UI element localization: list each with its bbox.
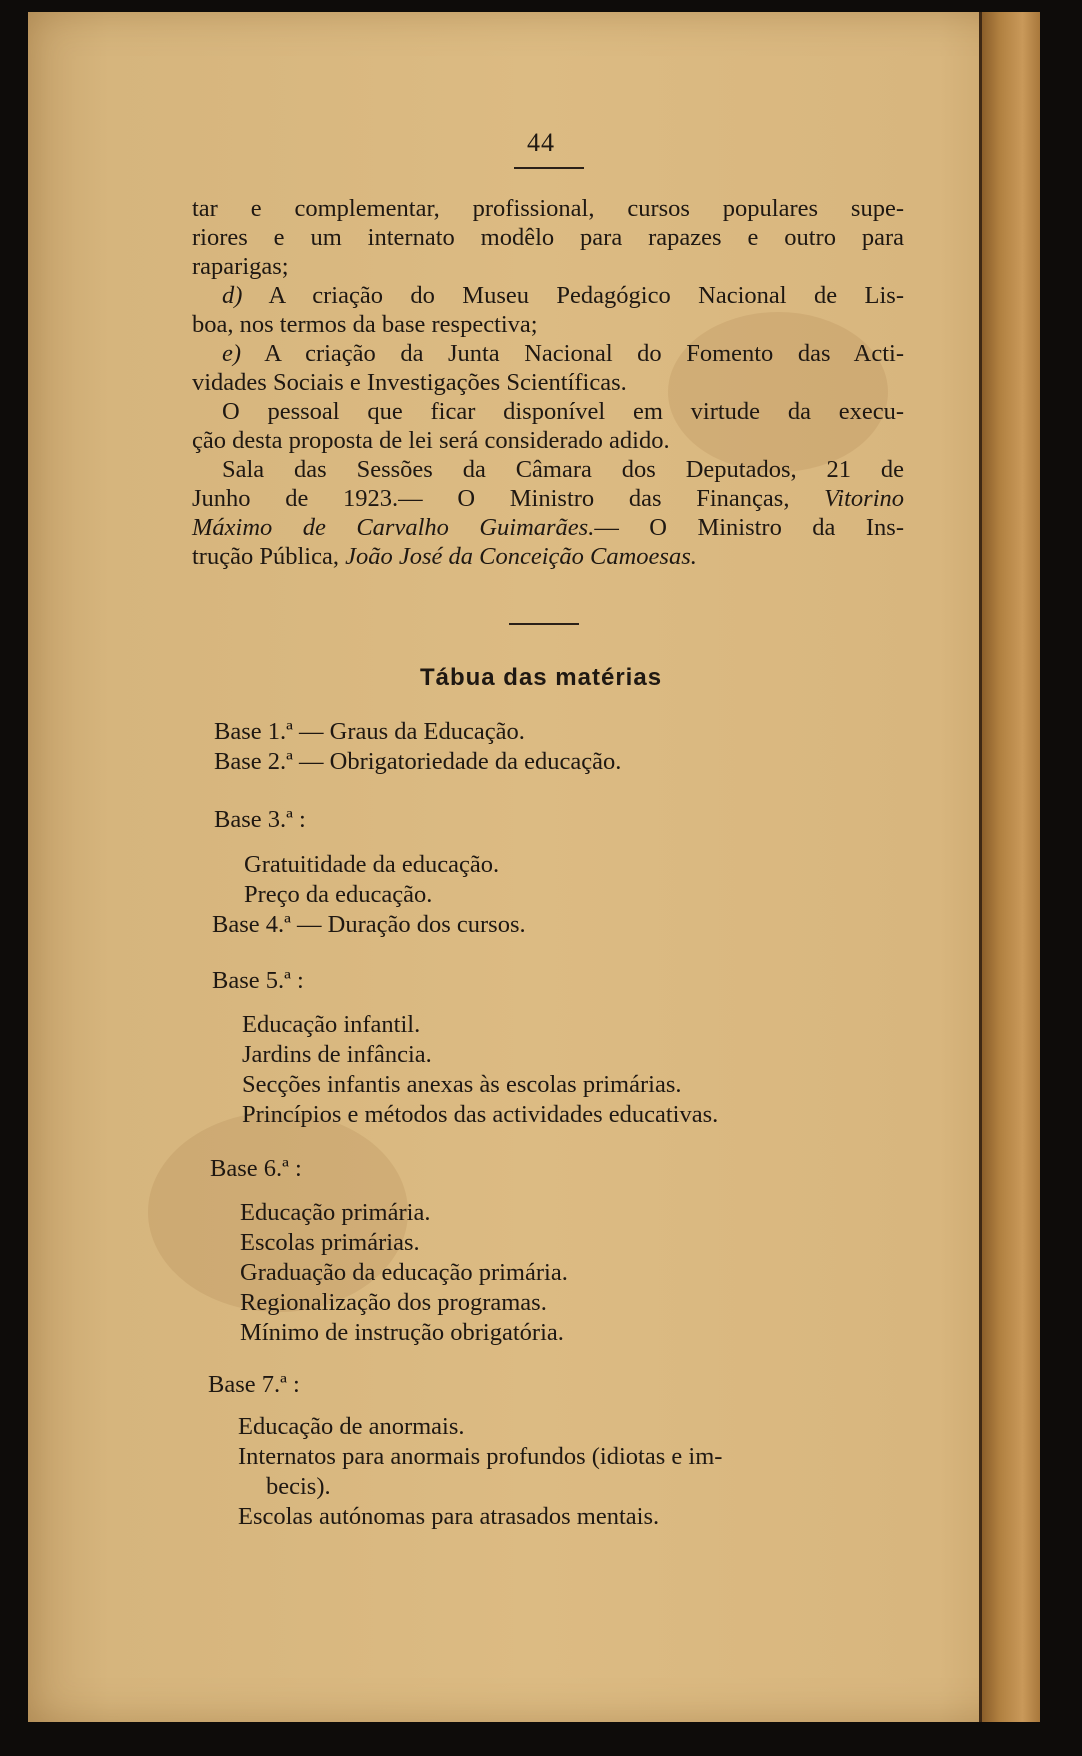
paragraph-e [192, 339, 904, 397]
page-edge [979, 12, 1040, 1722]
text-line: boa, nos termos da base respectiva; [192, 311, 538, 338]
toc-subentry: Escolas primárias. [240, 1229, 420, 1256]
text-line [192, 339, 904, 368]
text-line [192, 484, 904, 513]
text-line: riores e um internato modêlo para rapazes e outro para [192, 224, 904, 251]
toc-entry: Base 7.ª : [208, 1371, 300, 1398]
minister-name: João José da Conceição Camoesas. [345, 543, 697, 570]
toc-subentry: Internatos para anormais profundos (idiotas e im- [238, 1443, 723, 1470]
signature-block [192, 455, 904, 571]
toc-subentry: Escolas autónomas para atrasados mentais. [238, 1503, 660, 1530]
toc-subentry: becis). [266, 1473, 331, 1500]
text-line [192, 542, 904, 571]
toc-subentry: Educação infantil. [242, 1011, 421, 1038]
text-line [192, 513, 904, 542]
text-line [192, 281, 904, 310]
minister-name: Máximo de Carvalho Guimarães. [192, 514, 595, 541]
text-line: ção desta proposta de lei será considerado adido. [192, 427, 670, 454]
text-fragment: trução Pública, [192, 543, 339, 570]
toc-subentry: Jardins de infância. [242, 1041, 432, 1068]
text-line: raparigas; [192, 253, 289, 280]
item-label: e) [222, 340, 242, 367]
toc-title: Tábua das matérias [419, 664, 663, 691]
toc-entry: Base 2.ª — Obrigatoriedade da educação. [214, 748, 622, 775]
toc-subentry: Graduação da educação primária. [240, 1259, 568, 1286]
toc-subentry: Mínimo de instrução obrigatória. [240, 1319, 564, 1346]
text-line: O pessoal que ficar disponível em virtude da execu- [222, 398, 904, 425]
toc-entry: Base 1.ª — Graus da Educação. [214, 718, 525, 745]
paragraph [192, 397, 904, 455]
toc-subentry: Secções infantis anexas às escolas primárias. [242, 1071, 682, 1098]
minister-name: Vitorino [824, 485, 905, 512]
section-rule [509, 623, 579, 625]
toc-subentry: Regionalização dos programas. [240, 1289, 547, 1316]
text-fragment: A criação do Museu Pedagógico Nacional de Lis- [242, 282, 904, 309]
paragraph [192, 194, 904, 281]
toc-subentry: Gratuitidade da educação. [244, 851, 500, 878]
text-fragment: A criação da Junta Nacional do Fomento das Acti- [241, 340, 904, 367]
toc-subentry: Princípios e métodos das actividades educativas. [242, 1101, 719, 1128]
toc-entry: Base 5.ª : [212, 967, 304, 994]
toc-entry: Base 4.ª — Duração dos cursos. [212, 911, 526, 938]
toc-entry: Base 6.ª : [210, 1155, 302, 1182]
text-fragment: Junho de 1923.— O Ministro das Finanças, [192, 485, 790, 512]
item-label: d) [222, 282, 243, 309]
header-rule [514, 167, 584, 169]
paragraph-d [192, 281, 904, 339]
text-line: Sala das Sessões da Câmara dos Deputados, 21 de [222, 456, 904, 483]
text-line: tar e complementar, profissional, cursos populares supe- [192, 195, 904, 222]
toc-subentry: Educação primária. [240, 1199, 431, 1226]
page-number: 44 [527, 128, 555, 157]
toc-subentry: Preço da educação. [244, 881, 433, 908]
body-text [192, 194, 904, 571]
text-fragment: — O Ministro da Ins- [594, 514, 904, 541]
toc-entry: Base 3.ª : [214, 806, 306, 833]
toc-subentry: Educação de anormais. [238, 1413, 465, 1440]
text-line: vidades Sociais e Investigações Scientíficas. [192, 369, 627, 396]
